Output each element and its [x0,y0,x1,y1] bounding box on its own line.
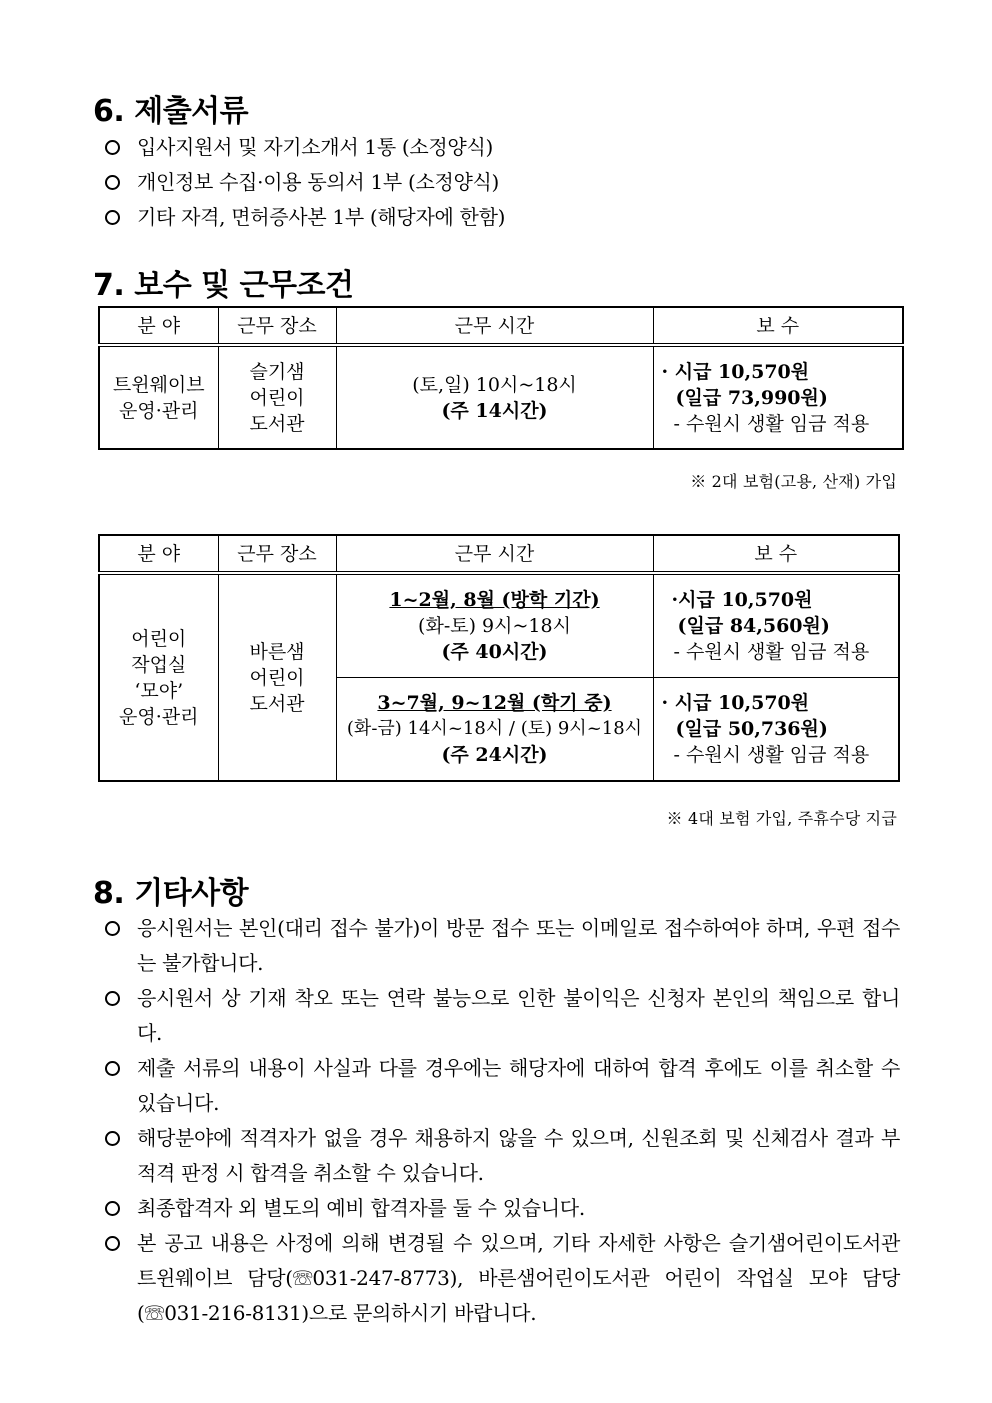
hours-cell: (토,일) 10시~18시 (주 14시간) [336,345,653,449]
list-item: 제출 서류의 내용이 사실과 다를 경우에는 해당자에 대하여 합격 후에도 이를 취소할 수 있습니다. [104,1051,900,1121]
list-item: 해당분야에 적격자가 없을 경우 채용하지 않을 수 있으며, 신원조회 및 신체검사 결과 부적격 판정 시 합격을 취소할 수 있습니다. [104,1121,900,1191]
circle-bullet-icon [105,1131,120,1146]
other-notes-list [104,911,900,1331]
section-7-heading: 7. 보수 및 근무조건 [93,268,354,303]
place-cell: 슬기샘 어린이 도서관 [218,345,336,449]
section-6-heading: 6. 제출서류 [93,94,249,129]
pay-conditions-table-1 [98,306,904,450]
section-8-heading: 8. 기타사항 [93,876,249,911]
hours-cell-vacation: 1~2월, 8월 (방학 기간) (화-토) 9시~18시 (주 40시간) [336,573,653,677]
list-item: 입사지원서 및 자기소개서 1통 (소정양식) [104,130,900,165]
header-hours: 근무 시간 [336,307,653,345]
pay-conditions-table-2 [98,534,900,782]
header-place: 근무 장소 [218,307,336,345]
circle-bullet-icon [105,1061,120,1076]
header-pay: 보 수 [653,307,903,345]
list-item: 기타 자격, 면허증사본 1부 (해당자에 한함) [104,200,900,235]
header-hours: 근무 시간 [336,535,653,573]
list-item: 개인정보 수집·이용 동의서 1부 (소정양식) [104,165,900,200]
circle-bullet-icon [105,175,120,190]
circle-bullet-icon [105,991,120,1006]
insurance-note-2: ※ 4대 보험 가입, 주휴수당 지급 [666,809,897,828]
header-pay: 보 수 [653,535,899,573]
circle-bullet-icon [105,1236,120,1251]
list-item: 응시원서 상 기재 착오 또는 연락 불능으로 인한 불이익은 신청자 본인의 책임으로 합니다. [104,981,900,1051]
list-item: 최종합격자 외 별도의 예비 합격자를 둘 수 있습니다. [104,1191,900,1226]
header-field: 분 야 [99,535,218,573]
circle-bullet-icon [105,140,120,155]
list-item: 본 공고 내용은 사정에 의해 변경될 수 있으며, 기타 자세한 사항은 슬기샘어린이도서관 트윈웨이브 담당(☏031-247-8773), 바른샘어린이도서관 어린이 작업실 모야 담당(☏031-216-8131)으로 문의하시기 바랍니다. [104,1226,900,1331]
required-documents-list [104,130,900,235]
circle-bullet-icon [105,210,120,225]
field-cell: 어린이 작업실 ‘모야’ 운영·관리 [99,573,218,781]
hours-cell-semester: 3~7월, 9~12월 (학기 중) (화-금) 14시~18시 / (토) 9시~18시 (주 24시간) [336,677,653,781]
circle-bullet-icon [105,921,120,936]
field-cell: 트윈웨이브 운영·관리 [99,345,218,449]
place-cell: 바른샘 어린이 도서관 [218,573,336,781]
pay-cell-semester: · 시급 10,570원 (일급 50,736원) - 수원시 생활 임금 적용 [653,677,899,781]
header-field: 분 야 [99,307,218,345]
circle-bullet-icon [105,1201,120,1216]
pay-cell: · 시급 10,570원 (일급 73,990원) - 수원시 생활 임금 적용 [653,345,903,449]
pay-cell-vacation: ·시급 10,570원 (일급 84,560원) - 수원시 생활 임금 적용 [653,573,899,677]
insurance-note-1: ※ 2대 보험(고용, 산재) 가입 [690,472,897,491]
header-place: 근무 장소 [218,535,336,573]
list-item: 응시원서는 본인(대리 접수 불가)이 방문 접수 또는 이메일로 접수하여야 하며, 우편 접수는 불가합니다. [104,911,900,981]
